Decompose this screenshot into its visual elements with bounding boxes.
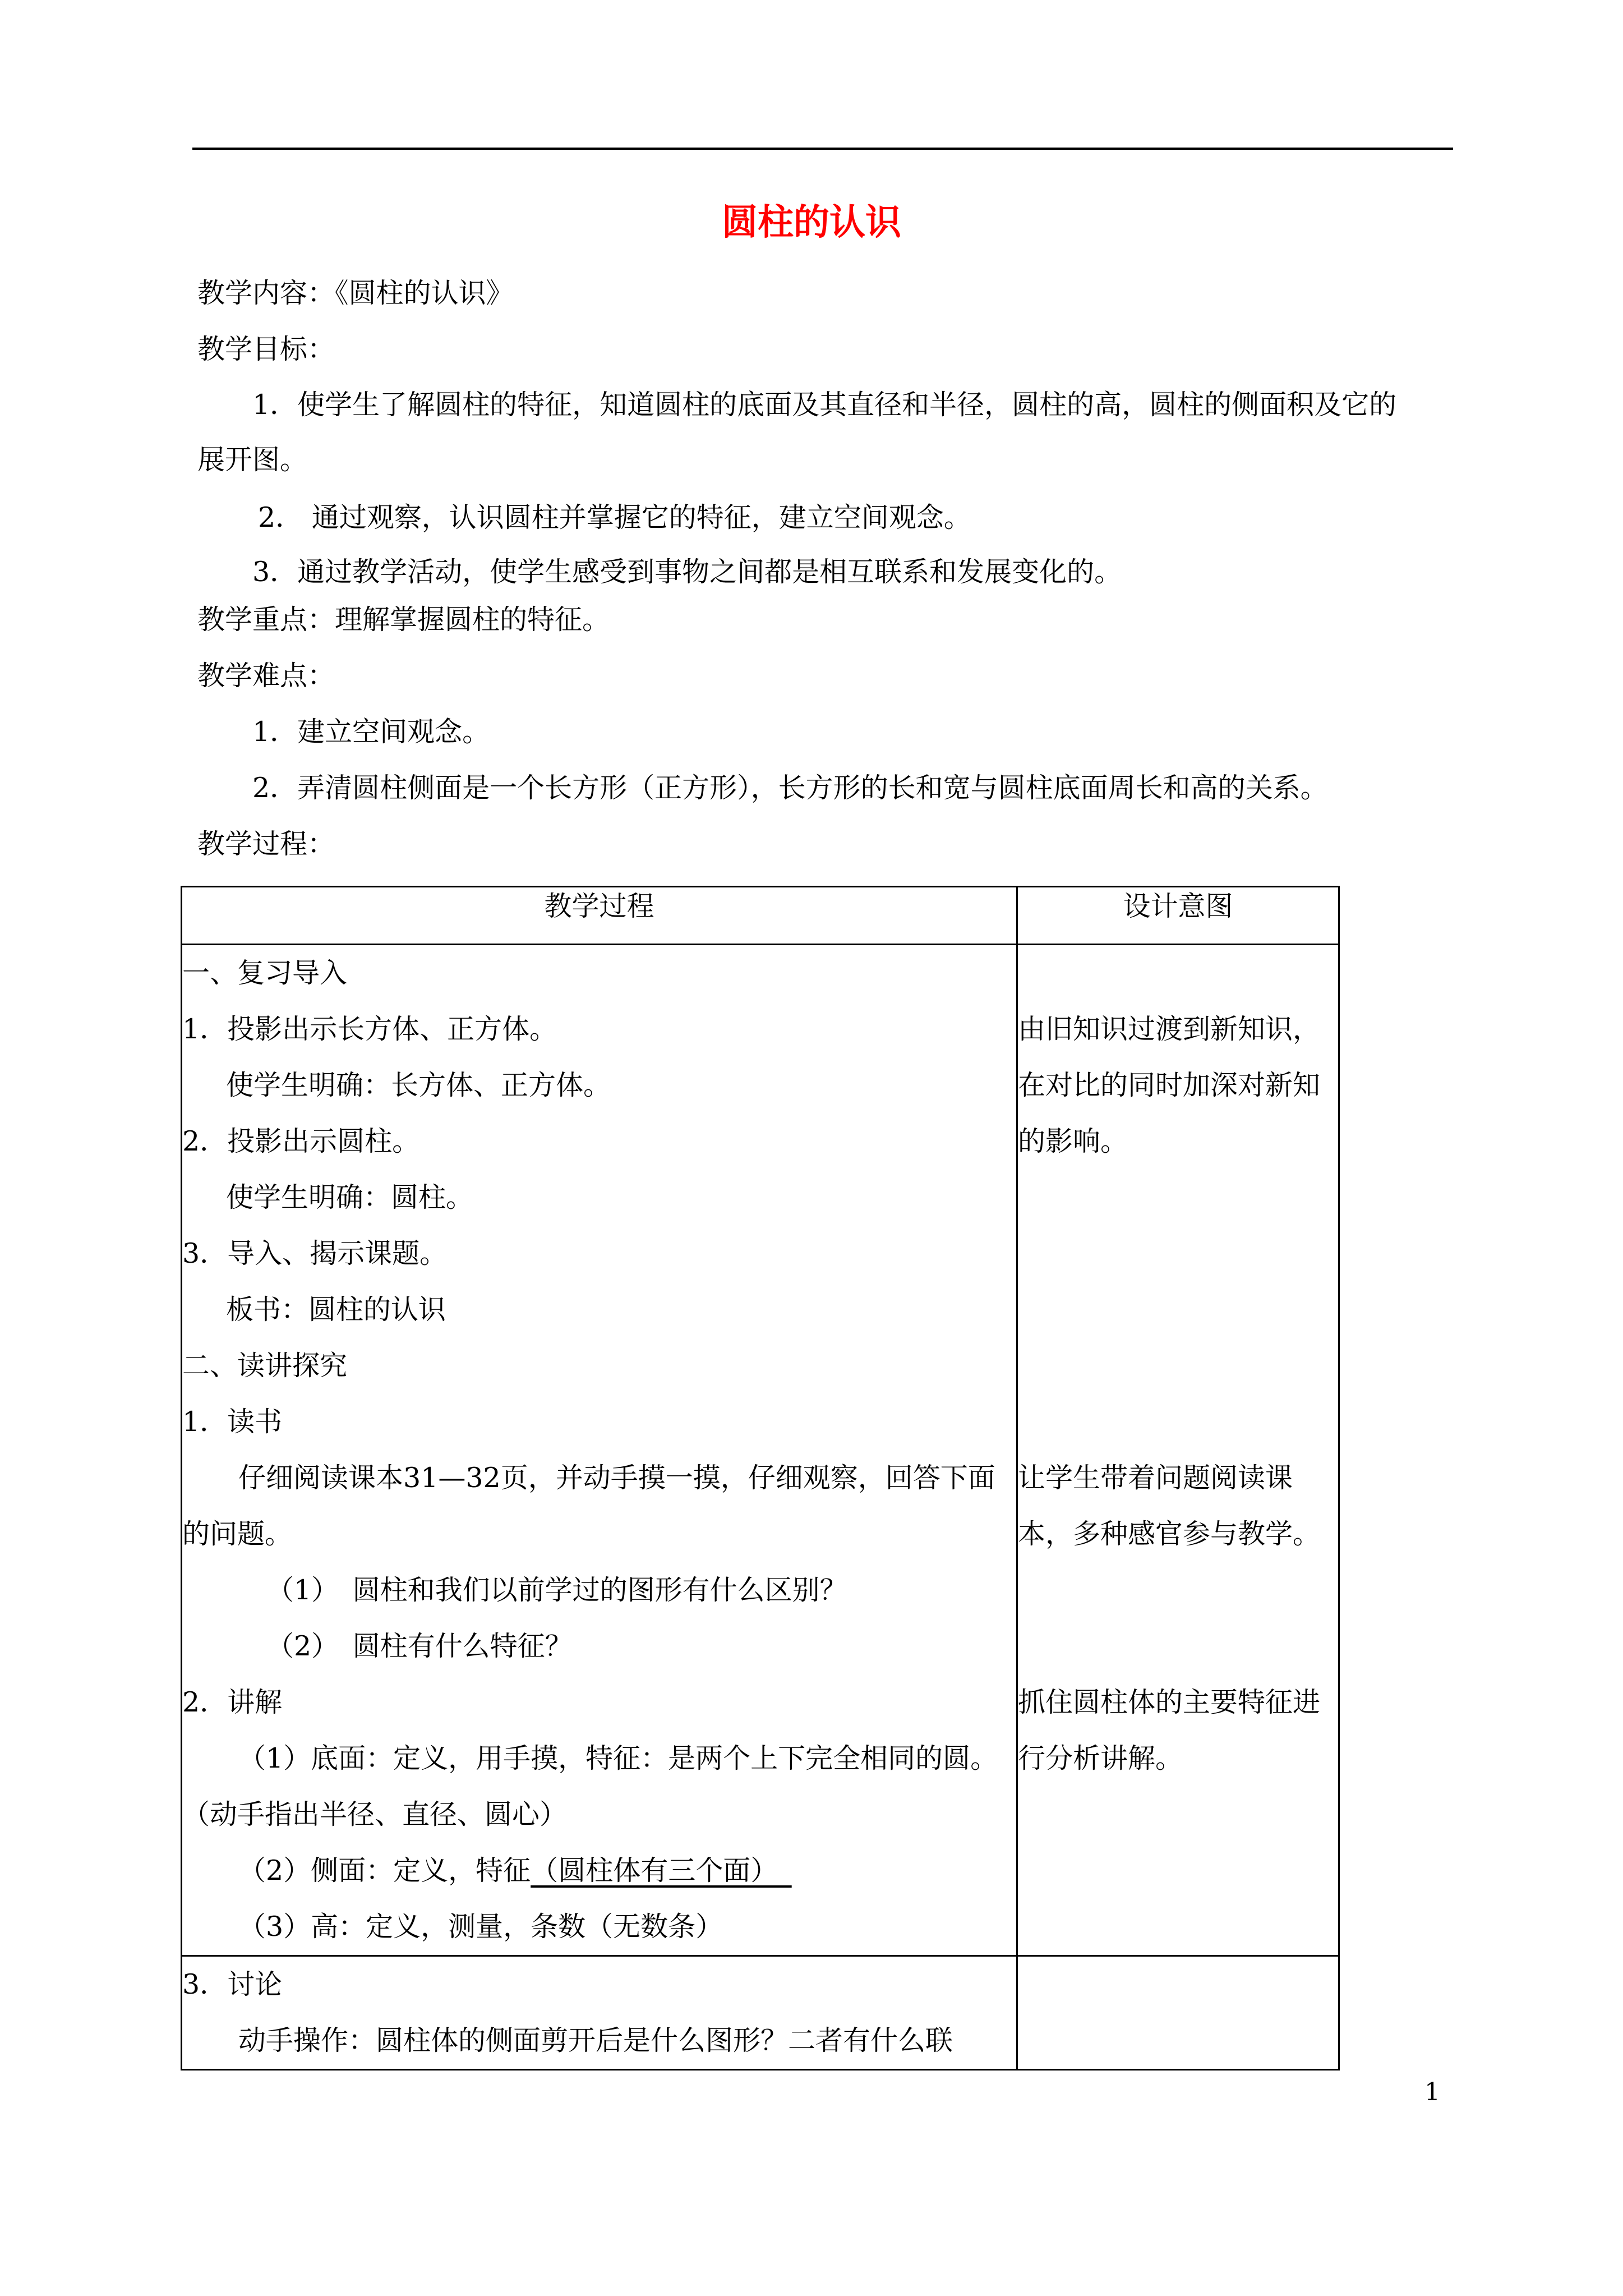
explain-base: （1）底面：定义，用手摸，特征：是两个上下完全相同的圆。（动手指出半径、直径、圆心） <box>182 1742 998 1830</box>
side-note: （圆柱体有三个面） <box>531 1855 792 1887</box>
discussion: 3．讨论 <box>182 1968 283 2000</box>
step-3: 3．导入、揭示课题。 <box>182 1237 448 1269</box>
explain-height: （3）高：定义，测量，条数（无数条） <box>238 1911 723 1943</box>
key-point: 教学重点：理解掌握圆柱的特征。 <box>197 604 610 636</box>
table-row <box>182 945 1339 1956</box>
table-header-row <box>182 887 1339 945</box>
explain-side: （2）侧面：定义，特征（圆柱体有三个面） <box>238 1855 792 1887</box>
discussion-cell <box>182 1956 1017 2070</box>
section-explore: 二、读讲探究 <box>182 1350 348 1382</box>
difficulty-1: 1．建立空间观念。 <box>252 716 490 748</box>
discussion-task: 动手操作：圆柱体的侧面剪开后是什么图形？二者有什么联 <box>238 2024 953 2056</box>
explain: 2．讲解 <box>182 1686 283 1718</box>
difficulty-2: 2．弄清圆柱侧面是一个长方形（正方形），长方形的长和宽与圆柱底面周长和高的关系。 <box>252 772 1328 804</box>
intent-review: 由旧知识过渡到新知识，在对比的同时加深对新知的影响。 <box>1018 1013 1321 1157</box>
goal-3: 3．通过教学活动，使学生感受到事物之间都是相互联系和发展变化的。 <box>252 556 1122 588</box>
step-2: 2．投影出示圆柱。 <box>182 1125 420 1157</box>
teaching-process-table <box>181 886 1340 2070</box>
goal-2: 2． 通过观察，认识圆柱并掌握它的特征，建立空间观念。 <box>258 501 971 533</box>
page-title: 圆柱的认识 <box>722 201 901 243</box>
step-1: 1．投影出示长方体、正方体。 <box>182 1013 557 1045</box>
section-review: 一、复习导入 <box>182 957 348 989</box>
header-process: 教学过程 <box>182 887 1017 945</box>
question-2: （2） 圆柱有什么特征？ <box>266 1630 573 1662</box>
goals-label: 教学目标： <box>197 333 335 365</box>
table-row <box>182 1956 1339 2070</box>
design-intent-cell <box>1017 945 1339 1956</box>
discussion-intent-cell <box>1017 1956 1339 2070</box>
process-cell <box>182 945 1017 1956</box>
teaching-content: 教学内容：《圆柱的认识》 <box>197 277 514 309</box>
goal-1-line-2: 展开图。 <box>197 444 308 476</box>
intent-reading: 让学生带着问题阅读课本，多种感官参与教学。 <box>1018 1462 1321 1550</box>
read-book: 1．读书 <box>182 1406 283 1438</box>
question-1: （1） 圆柱和我们以前学过的图形有什么区别？ <box>266 1574 847 1606</box>
intent-explain: 抓住圆柱体的主要特征进行分析讲解。 <box>1018 1686 1321 1774</box>
step-2-note: 使学生明确：圆柱。 <box>226 1181 474 1213</box>
header-design-intent: 设计意图 <box>1017 887 1339 945</box>
step-1-note: 使学生明确：长方体、正方体。 <box>226 1069 611 1101</box>
header-rule <box>192 148 1453 150</box>
page-number: 1 <box>1424 2078 1440 2106</box>
goal-1-line-1: 1．使学生了解圆柱的特征，知道圆柱的底面及其直径和半径，圆柱的高，圆柱的侧面积及它的 <box>252 389 1397 421</box>
read-instructions: 仔细阅读课本31—32页，并动手摸一摸，仔细观察，回答下面的问题。 <box>182 1462 995 1550</box>
step-3-note: 板书：圆柱的认识 <box>226 1294 446 1326</box>
difficulty-label: 教学难点： <box>197 660 335 692</box>
process-label: 教学过程： <box>197 828 335 860</box>
